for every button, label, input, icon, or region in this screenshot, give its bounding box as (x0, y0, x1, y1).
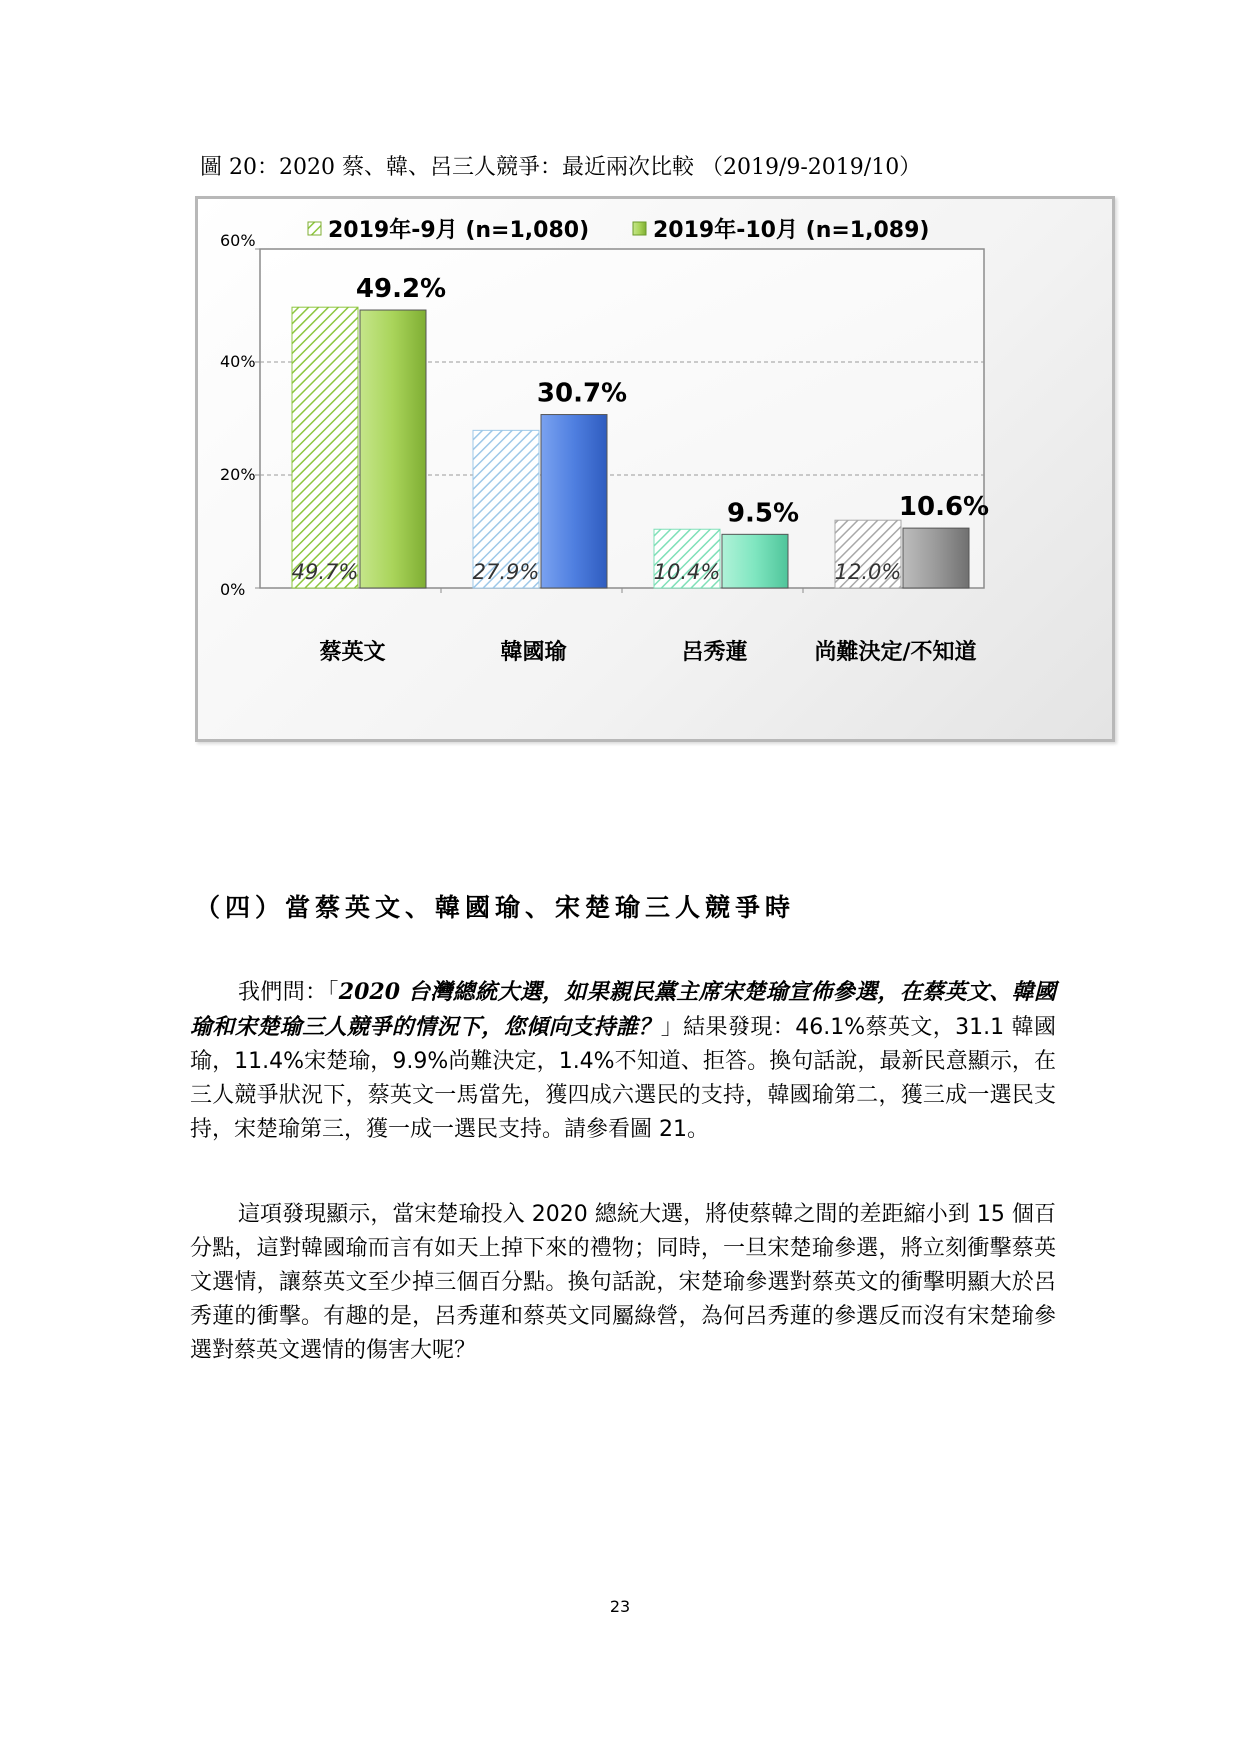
data-label-oct: 49.2% (355, 274, 447, 305)
bar-oct-0 (360, 310, 426, 588)
y-tick-label: 0% (220, 580, 246, 599)
data-label-oct: 30.7% (536, 378, 628, 409)
y-axis-ticks (220, 231, 256, 599)
legend-label-oct: 2019年-10月 (n=1,089) (653, 218, 930, 243)
survey-question: 2020 台灣總統大選，如果親民黨主席宋楚瑜宣佈參選，在蔡英文、韓國瑜和宋楚瑜三人競爭的情況下，您傾向支持誰？ (190, 979, 1056, 1040)
bar-oct-3 (903, 528, 969, 588)
x-axis-ticks (319, 639, 976, 665)
x-tick-label: 蔡英文 (319, 640, 386, 665)
data-label-sep: 49.7% (291, 560, 359, 584)
bar-oct-2 (722, 534, 788, 588)
chart-canvas (198, 199, 1112, 739)
x-tick-label: 尚難決定/不知道 (814, 640, 977, 665)
paragraph-1-rest: 」結果發現：46.1%蔡英文，31.1 韓國瑜，11.4%宋楚瑜，9.9%尚難決定，1.4%不知道、拒答。換句話說，最新民意顯示，在三人競爭狀況下，蔡英文一馬當先，獲四成六選民的支持，韓國瑜第二，獲三成一選民支持，宋楚瑜第三，獲一成一選民支持。請參看圖 21。 (190, 1015, 1056, 1142)
paragraph-1 (190, 975, 1056, 1147)
figure-caption: 圖 20：2020 蔡、韓、呂三人競爭：最近兩次比較 （2019/9-2019/10） (200, 155, 922, 180)
data-label-sep: 12.0% (834, 560, 902, 584)
data-label-sep: 27.9% (472, 560, 540, 584)
data-label-oct: 9.5% (726, 498, 800, 529)
section-heading: （四）當蔡英文、韓國瑜、宋楚瑜三人競爭時 (195, 893, 796, 922)
data-label-sep: 10.4% (653, 560, 721, 584)
y-tick-label: 40% (220, 352, 256, 371)
x-tick-label: 呂秀蓮 (681, 640, 748, 665)
paragraph-2: 這項發現顯示，當宋楚瑜投入 2020 總統大選，將使蔡韓之間的差距縮小到 15 個百分點，這對韓國瑜而言有如天上掉下來的禮物；同時，一旦宋楚瑜參選，將立刻衝擊蔡英文選情，讓蔡英文至少掉三個百分點。換句話說，宋楚瑜參選對蔡英文的衝擊明顯大於呂秀蓮的衝擊。有趣的是，呂秀蓮和蔡英文同屬綠營，為何呂秀蓮的參選反而沒有宋楚瑜參選對蔡英文選情的傷害大呢？ (190, 1202, 1056, 1363)
y-tick-label: 20% (220, 465, 256, 484)
page-number: 23 (609, 1597, 631, 1616)
bar-chart (195, 196, 1115, 742)
legend-label-sep: 2019年-9月 (n=1,080) (328, 218, 590, 243)
legend-swatch-oct (633, 222, 646, 235)
data-label-oct: 10.6% (898, 492, 990, 523)
y-tick-label: 60% (220, 231, 256, 250)
legend (308, 217, 929, 243)
bar-sep-0 (292, 307, 358, 588)
legend-swatch-sep (308, 222, 321, 235)
bar-oct-1 (541, 415, 607, 588)
x-tick-label: 韓國瑜 (500, 640, 567, 665)
paragraph-1-lead: 我們問：「 (238, 980, 339, 1005)
